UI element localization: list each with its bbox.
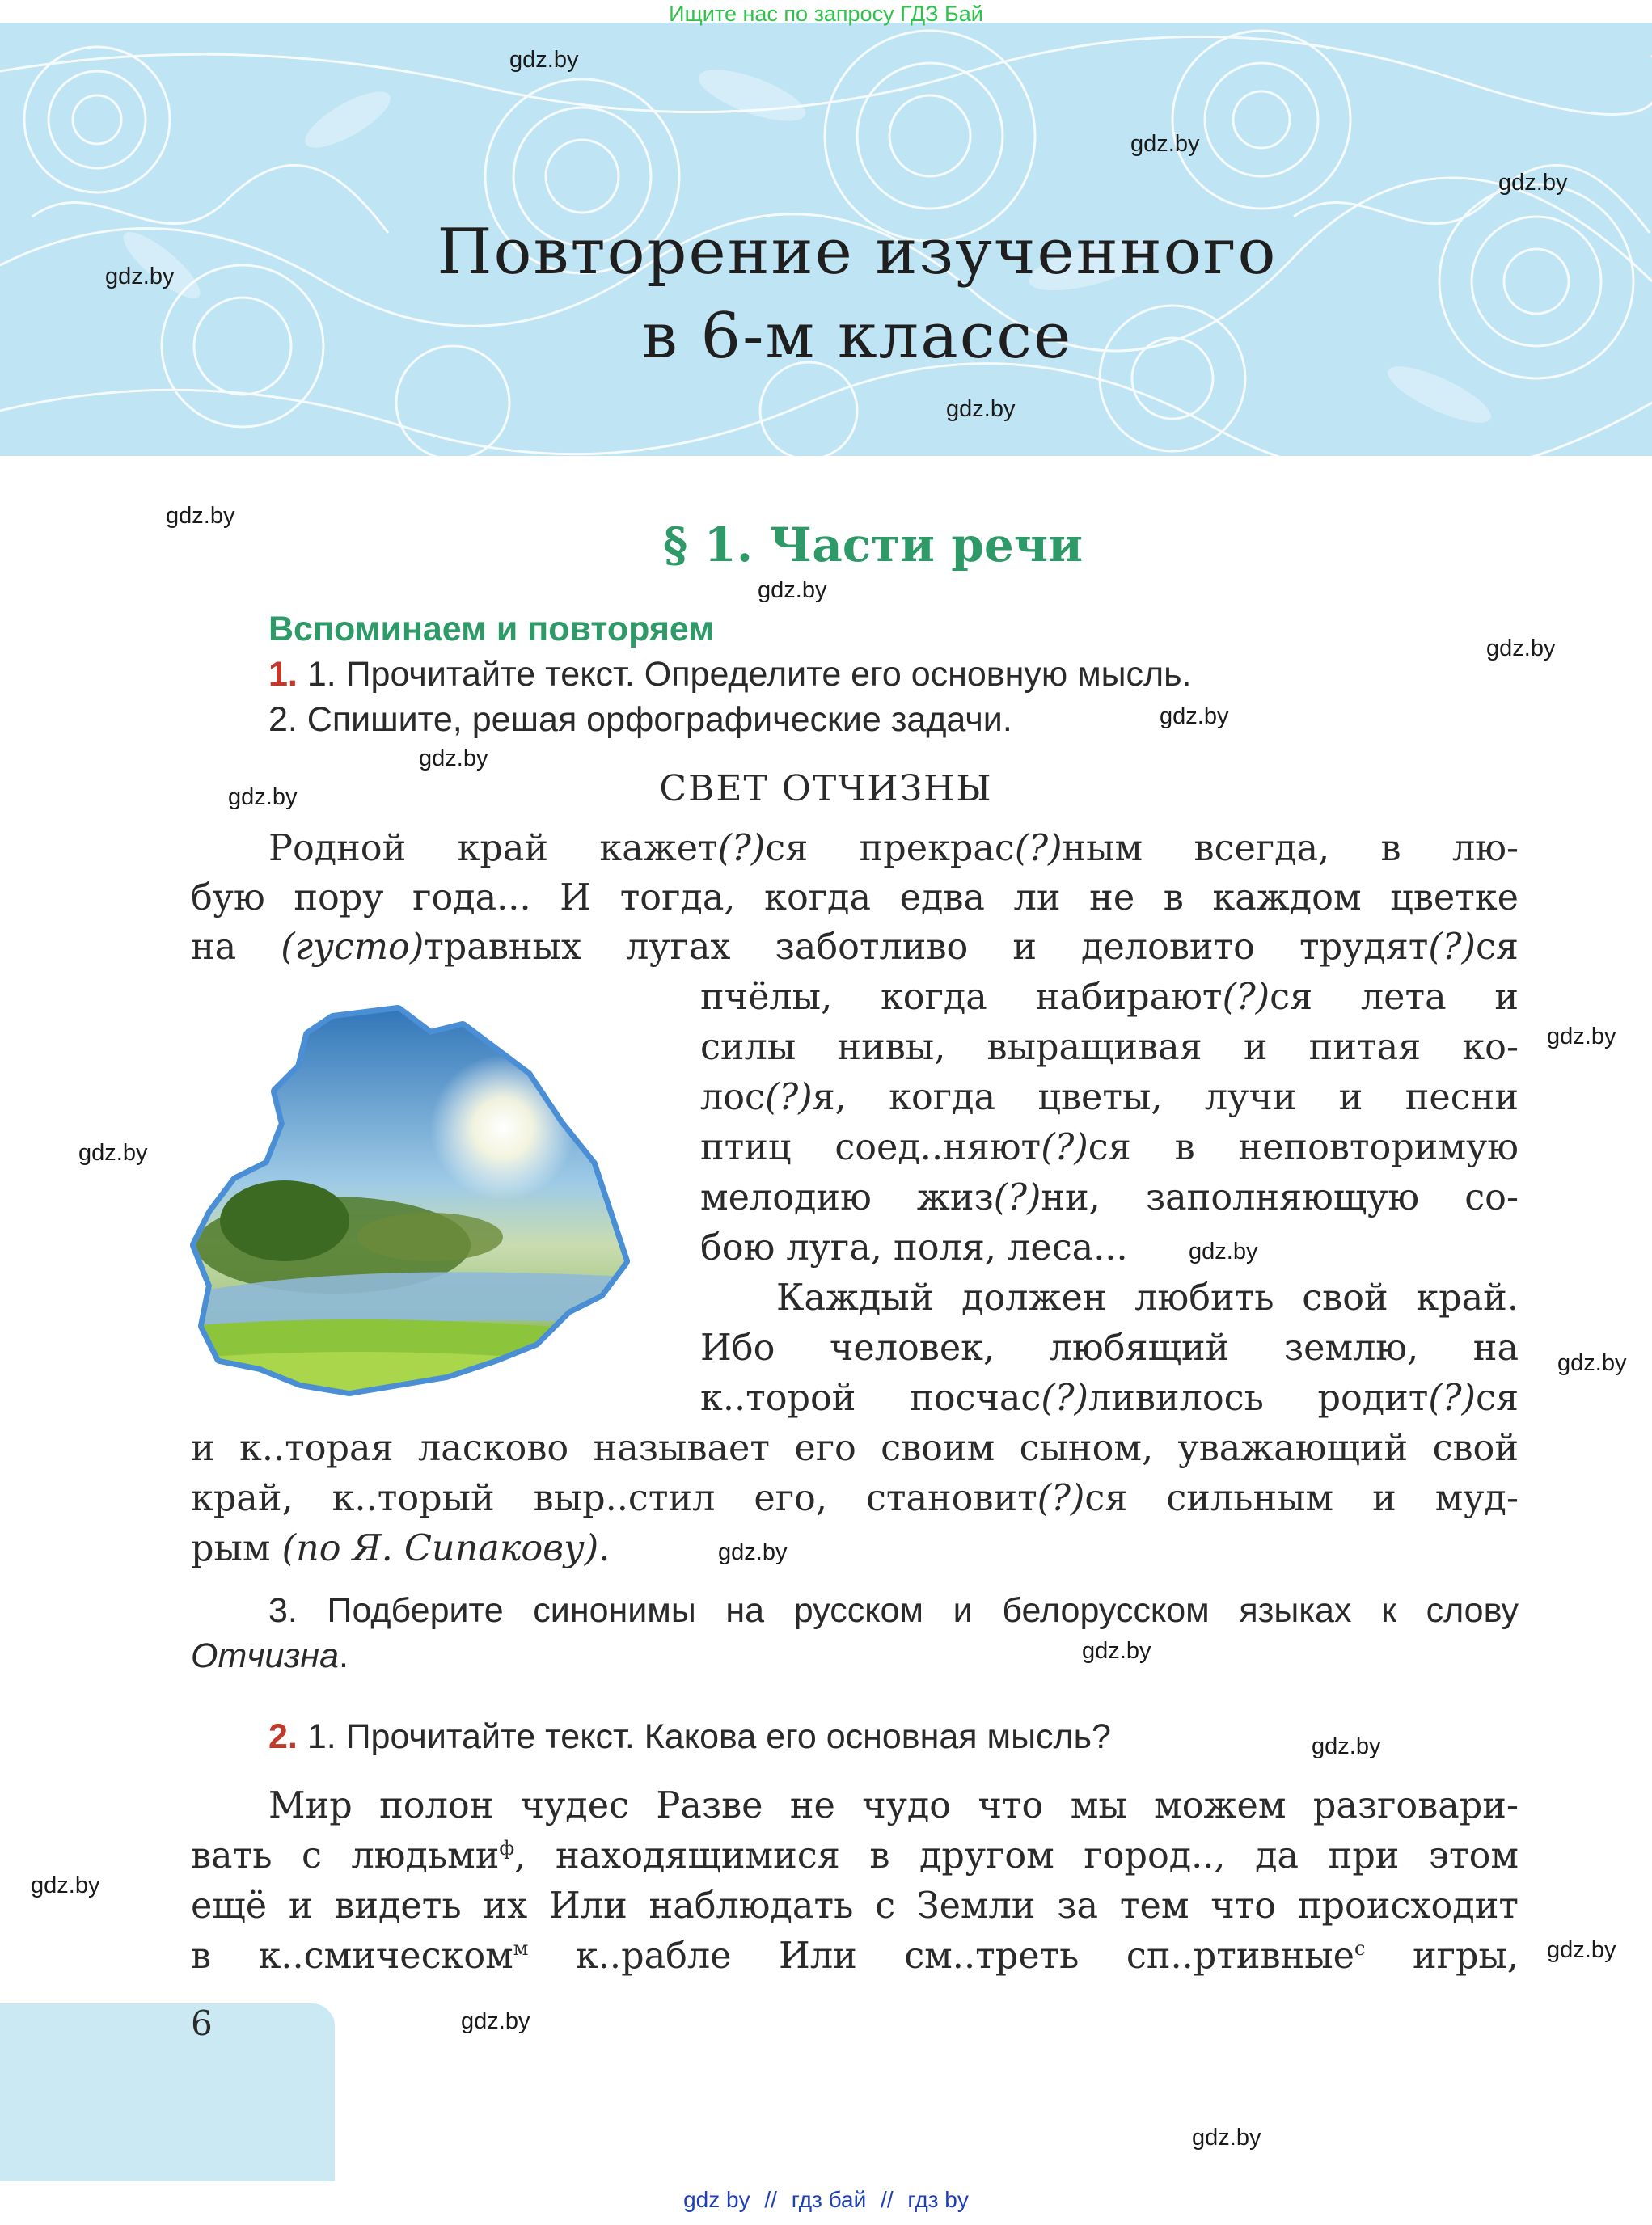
text-fragment-italic: (?) <box>1041 1378 1088 1419</box>
text-line <box>700 1077 1519 1118</box>
text-fragment: край, к..торый выр..стил его, становит <box>191 1478 1037 1519</box>
watermark: gdz.by <box>1498 170 1568 196</box>
text-line: Каждый должен любить свой край. <box>776 1277 1519 1319</box>
text-fragment: ся <box>1476 927 1519 968</box>
text-fragment: мелодию жиз <box>700 1177 994 1218</box>
text-fragment: , находящимися в другом город.., да при этом <box>514 1835 1519 1877</box>
text-fragment-italic: (?) <box>1041 1127 1088 1168</box>
footer-links <box>0 2187 1652 2213</box>
task-text: 1. Прочитайте текст. Какова его основная мысль? <box>306 1717 1111 1756</box>
page-title-line-1: Повторение изученного <box>437 216 1278 289</box>
text-fragment: ся сильным и муд- <box>1084 1478 1519 1519</box>
watermark: gdz.by <box>78 1140 148 1166</box>
text-fragment: ся прекрас <box>765 828 1015 869</box>
footer-separator: // <box>764 2187 777 2212</box>
text-fragment: лос <box>700 1077 765 1118</box>
watermark: gdz.by <box>461 2008 530 2034</box>
text-fragment-italic: (?) <box>993 1177 1041 1218</box>
watermark: gdz.by <box>1547 1024 1616 1049</box>
section-heading: § 1. Части речи <box>663 517 1084 572</box>
text-fragment: травных лугах заботливо и деловито трудят <box>424 927 1429 968</box>
text-line <box>191 1478 1519 1519</box>
footer-link-gdz-by[interactable]: gdz by <box>683 2187 750 2212</box>
watermark: gdz.by <box>1130 131 1200 157</box>
watermark: gdz.by <box>1547 1937 1616 1963</box>
text-line: бую пору года... И тогда, когда едва ли не в каждом цветке <box>191 877 1519 918</box>
recall-heading: Вспоминаем и повторяем <box>268 610 715 648</box>
text-fragment: к..рабле Или см..треть сп..ртивные <box>528 1936 1354 1977</box>
text-fragment-italic: (?) <box>1428 927 1476 968</box>
text-fragment: рым <box>191 1528 282 1569</box>
text-fragment-italic: (?) <box>1037 1478 1085 1519</box>
watermark: gdz.by <box>509 47 579 73</box>
text-line <box>700 977 1519 1018</box>
text-fragment: . <box>598 1528 611 1569</box>
text-line: бою луга, поля, леса... <box>700 1227 1128 1269</box>
text-line <box>191 1528 610 1569</box>
text-fragment: Родной край кажет <box>268 828 718 869</box>
text-fragment: птиц соед..няют <box>700 1127 1041 1168</box>
text-fragment: ся в неповторимую <box>1088 1127 1519 1168</box>
task-2-item-1 <box>268 1717 1111 1757</box>
task-1-item-3: 3. Подберите синонимы на русском и белорусском языках к слову <box>268 1591 1519 1630</box>
text-line: Ибо человек, любящий землю, на <box>700 1328 1519 1369</box>
text-fragment: . <box>339 1636 349 1675</box>
page-title <box>243 210 1472 378</box>
text-fragment: вать с людьми <box>191 1835 500 1877</box>
text-line <box>191 1936 1519 1977</box>
page-number: 6 <box>191 2003 213 2043</box>
text-line <box>191 1835 1519 1877</box>
text-line: Мир полон чудес Разве не чудо что мы можем разговари- <box>268 1785 1519 1826</box>
text-fragment-italic: (?) <box>1222 977 1270 1018</box>
task-number: 2. <box>268 1717 298 1756</box>
task-1-item-1 <box>268 655 1191 695</box>
footer-link-gdz-by-2[interactable]: гдз by <box>907 2187 969 2212</box>
superscript-mark: ф <box>499 1837 515 1860</box>
text-line <box>191 927 1519 968</box>
text-fragment: ным всегда, в лю- <box>1062 828 1519 869</box>
watermark: gdz.by <box>419 745 488 771</box>
watermark: gdz.by <box>105 264 175 289</box>
task-1-item-3-end <box>191 1636 349 1676</box>
text-fragment: я, когда цветы, лучи и песни <box>812 1077 1519 1118</box>
keyword: Отчизна <box>191 1636 340 1675</box>
text-line <box>700 1127 1519 1168</box>
watermark: gdz.by <box>1192 2125 1261 2151</box>
watermark: gdz.by <box>1082 1638 1151 1664</box>
text-fragment: ся <box>1476 1378 1519 1419</box>
text-fragment: в к..смическом <box>191 1936 513 1977</box>
watermark: gdz.by <box>758 577 827 603</box>
watermark: gdz.by <box>1189 1239 1258 1264</box>
task-number: 1. <box>268 655 298 694</box>
page-corner-tab <box>0 2003 335 2181</box>
watermark: gdz.by <box>166 503 235 529</box>
text-title: СВЕТ ОТЧИЗНЫ <box>659 768 993 809</box>
superscript-mark: с <box>1354 1937 1366 1961</box>
text-fragment: на <box>191 927 281 968</box>
text-line: силы нивы, выращивая и питая ко- <box>700 1027 1519 1068</box>
text-line <box>700 1378 1519 1419</box>
watermark: gdz.by <box>31 1872 100 1898</box>
text-fragment: к..торой посчас <box>700 1378 1041 1419</box>
watermark: gdz.by <box>1486 635 1556 661</box>
text-fragment-italic: (?) <box>764 1077 813 1118</box>
watermark: gdz.by <box>718 1539 788 1565</box>
page-title-line-2: в 6-м классе <box>641 300 1073 373</box>
watermark: gdz.by <box>1312 1733 1381 1759</box>
text-fragment: ливилось родит <box>1088 1378 1429 1419</box>
text-fragment-italic: (?) <box>717 828 766 869</box>
footer-link-gdz-bai[interactable]: гдз бай <box>791 2187 867 2212</box>
text-line <box>700 1177 1519 1218</box>
belarus-map-landscape-image <box>188 1003 640 1407</box>
footer-separator: // <box>881 2187 894 2212</box>
watermark: gdz.by <box>228 784 298 810</box>
text-fragment: ся лета и <box>1270 977 1519 1018</box>
watermark: gdz.by <box>1160 703 1229 729</box>
watermark: gdz.by <box>1557 1350 1627 1376</box>
text-fragment: пчёлы, когда набирают <box>700 977 1223 1018</box>
watermark: gdz.by <box>946 396 1016 422</box>
text-fragment-italic: (?) <box>1428 1378 1477 1419</box>
task-text: 1. Прочитайте текст. Определите его основную мысль. <box>306 655 1192 694</box>
text-fragment: игры, <box>1365 1936 1519 1977</box>
text-line: и к..торая ласково называет его своим сыном, уважающий свой <box>191 1428 1519 1469</box>
task-1-item-2: 2. Спишите, решая орфографические задачи. <box>268 700 1012 739</box>
text-fragment-italic: (?) <box>1014 828 1063 869</box>
text-fragment: ни, заполняющую со- <box>1041 1177 1519 1218</box>
superscript-mark: м <box>513 1937 529 1961</box>
source-citation: (по Я. Сипакову) <box>281 1528 599 1569</box>
top-note: Ищите нас по запросу ГДЗ Бай <box>669 2 983 26</box>
text-fragment-italic: (густо) <box>281 927 425 968</box>
text-line: ещё и видеть их Или наблюдать с Земли за тем что происходит <box>191 1885 1519 1927</box>
text-line <box>268 828 1519 869</box>
